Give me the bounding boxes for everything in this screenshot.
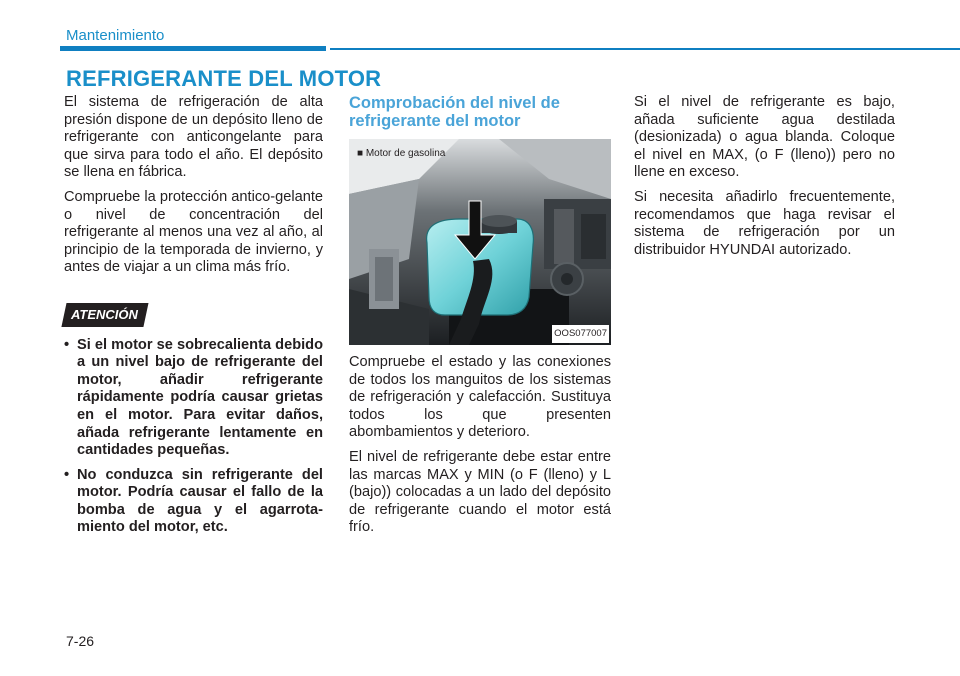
subheading: Comprobación del nivel de refrigerante del motor (349, 94, 560, 130)
figure-caption: ■ Motor de gasolina (357, 148, 446, 159)
body-paragraph: Compruebe el estado y las conexiones de todos los manguitos de los sistemas de refrigeración y calefacción. Sustituya todos los que presenten abombamientos y deterioro. (349, 354, 611, 441)
body-paragraph: Compruebe la protección antico-gelante o nivel de concentración del refrigerante al menos una vez al año, al principio de la temporada de invierno, y antes de viajar a un clima más frío. (64, 188, 323, 276)
page-number: 7-26 (66, 633, 95, 649)
engine-photo (349, 139, 611, 345)
page-title: REFRIGERANTE DEL MOTOR (66, 66, 382, 91)
body-paragraph: Si necesita añadirlo frecuentemente, recomendamos que haga revisar el sistema de refrigeración por un distribuidor HYUNDAI autorizado. (634, 188, 895, 258)
body-paragraph: Si el nivel de refrigerante es bajo, añada suficiente agua destilada (desionizada) o agua blanda. Coloque el nivel en MAX, (o F (lleno)) pero no llene en exceso. (634, 94, 895, 181)
column-middle (349, 94, 611, 544)
body-paragraph: El nivel de refrigerante debe estar entre las marcas MAX y MIN (o F (lleno) y L (bajo)) colocadas a un lado del depósito de refrigerante cuando el motor está frío. (349, 448, 611, 536)
header-rule (330, 48, 960, 50)
body-paragraph: El sistema de refrigeración de alta presión dispone de un depósito lleno de refrigerante con anticongelante para que sirva para todo el año. El depósito se llena en fábrica. (64, 94, 323, 181)
warning-label: ATENCIÓN (71, 306, 138, 322)
column-left (64, 94, 323, 544)
section-label: Mantenimiento (66, 27, 165, 44)
header-accent-bar (60, 46, 326, 51)
warning-badge (61, 303, 148, 327)
engine-illustration (349, 139, 611, 345)
figure-code: OOS077007 (552, 325, 609, 343)
column-right (634, 94, 895, 266)
warning-item: • No conduzca sin refrigerante del motor. Podría causar el fallo de la bomba de agua y el agarrota-miento del motor, etc. (64, 467, 323, 537)
warning-list (64, 337, 323, 538)
warning-item: • Si el motor se sobrecalienta debido a un nivel bajo de refrigerante del motor, añadir refrigerante rápidamente podría causar grietas en el motor. Para evitar daños, añada refrigerante lentamente en cantidades pequeñas. (64, 337, 323, 460)
